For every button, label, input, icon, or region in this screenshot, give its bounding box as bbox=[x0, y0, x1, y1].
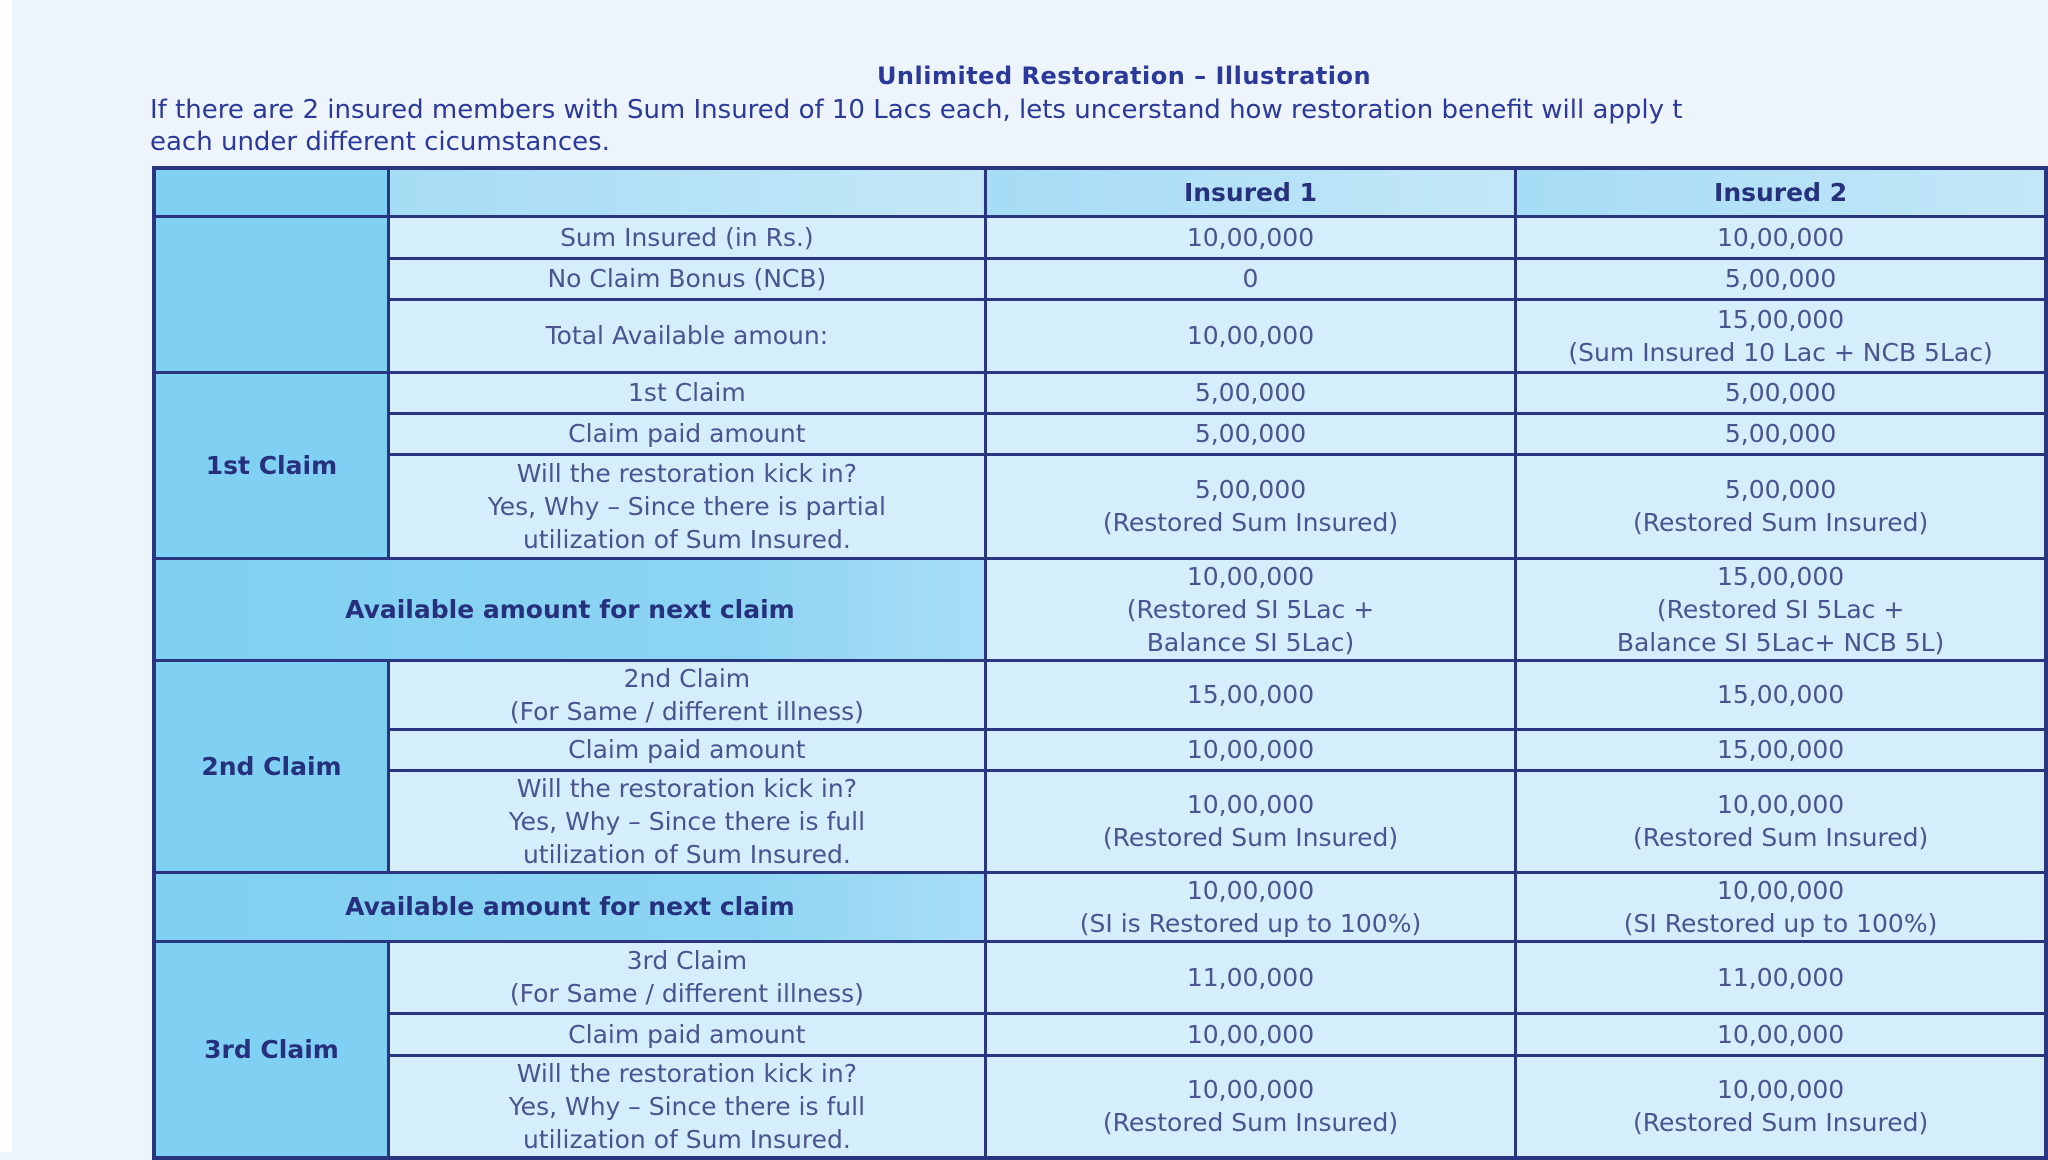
value-line: (SI is Restored up to 100%) bbox=[1079, 908, 1422, 938]
left-margin-strip bbox=[0, 0, 12, 1152]
insured-2-value bbox=[1516, 872, 2046, 941]
row-label: Sum Insured (in Rs.) bbox=[388, 216, 985, 258]
row-label: Claim paid amount bbox=[388, 1013, 985, 1055]
label-line: 2nd Claim bbox=[623, 663, 751, 693]
insured-2-value: 5,00,000 bbox=[1516, 372, 2046, 413]
label-line: utilization of Sum Insured. bbox=[522, 839, 851, 869]
intro-line: If there are 2 insured members with Sum Insured of 10 Lacs each, lets uncerstand how restoration benefit will apply t bbox=[150, 95, 1683, 125]
value-line: 10,00,000 bbox=[1186, 561, 1315, 591]
table-row bbox=[154, 941, 2046, 1013]
available-amount-label: Available amount for next claim bbox=[154, 872, 985, 941]
insured-2-value: 10,00,000 bbox=[1516, 216, 2046, 258]
intro-line: each under different cicumstances. bbox=[150, 127, 610, 157]
insured-2-value bbox=[1516, 299, 2046, 372]
row-label bbox=[388, 1055, 985, 1158]
insured-1-value bbox=[985, 770, 1515, 872]
row-label bbox=[388, 454, 985, 558]
insured-2-value: 15,00,000 bbox=[1516, 660, 2046, 729]
row-label: Total Available amoun: bbox=[388, 299, 985, 372]
value-line: 10,00,000 bbox=[1716, 1075, 1845, 1104]
row-label bbox=[388, 660, 985, 729]
insured-2-value: 11,00,000 bbox=[1516, 941, 2046, 1013]
label-line: Will the restoration kick in? bbox=[516, 458, 857, 488]
value-line: 10,00,000 bbox=[1186, 1075, 1315, 1104]
value-line: 15,00,000 bbox=[1716, 304, 1845, 334]
second-claim-side-label: 2nd Claim bbox=[154, 660, 388, 872]
insured-2-value bbox=[1516, 1055, 2046, 1158]
table-row bbox=[154, 729, 2046, 770]
row-label: 1st Claim bbox=[388, 372, 985, 413]
restoration-table bbox=[152, 166, 2048, 1160]
table-row bbox=[154, 770, 2046, 872]
insured-2-value: 15,00,000 bbox=[1516, 729, 2046, 770]
insured-1-value: 11,00,000 bbox=[985, 941, 1515, 1013]
header-label-cell bbox=[388, 168, 985, 216]
row-label: No Claim Bonus (NCB) bbox=[388, 258, 985, 299]
table-row bbox=[154, 372, 2046, 413]
insured-1-value: 5,00,000 bbox=[985, 413, 1515, 454]
intro-text bbox=[150, 94, 2048, 158]
label-line: Will the restoration kick in? bbox=[516, 1058, 857, 1088]
table-row bbox=[154, 558, 2046, 660]
table-row bbox=[154, 258, 2046, 299]
value-line: 15,00,000 bbox=[1716, 561, 1845, 591]
insured-2-value bbox=[1516, 770, 2046, 872]
table-row bbox=[154, 454, 2046, 558]
insured-1-value bbox=[985, 1055, 1515, 1158]
label-line: utilization of Sum Insured. bbox=[522, 524, 851, 554]
label-line: Yes, Why – Since there is partial bbox=[487, 491, 886, 521]
insured-1-value: 15,00,000 bbox=[985, 660, 1515, 729]
row-label bbox=[388, 941, 985, 1013]
table-row bbox=[154, 1013, 2046, 1055]
value-line: (Restored Sum Insured) bbox=[1632, 508, 1929, 537]
value-line: (Restored Sum Insured) bbox=[1632, 1108, 1929, 1137]
insured-1-value: 10,00,000 bbox=[985, 1013, 1515, 1055]
value-line: (Restored Sum Insured) bbox=[1102, 823, 1399, 852]
insured-2-value: 5,00,000 bbox=[1516, 413, 2046, 454]
available-amount-label: Available amount for next claim bbox=[154, 558, 985, 660]
label-line: Yes, Why – Since there is full bbox=[508, 1091, 866, 1121]
header-empty-cell bbox=[154, 168, 388, 216]
third-claim-side-label: 3rd Claim bbox=[154, 941, 388, 1158]
base-side-cell bbox=[154, 216, 388, 372]
insured-1-value bbox=[985, 872, 1515, 941]
illustration-title: Unlimited Restoration – Illustration bbox=[876, 62, 1372, 90]
insured-1-value: 5,00,000 bbox=[985, 372, 1515, 413]
value-line: 5,00,000 bbox=[1194, 475, 1307, 504]
value-line: (Restored Sum Insured) bbox=[1102, 1108, 1399, 1137]
label-line: utilization of Sum Insured. bbox=[522, 1124, 851, 1154]
table-row bbox=[154, 660, 2046, 729]
first-claim-side-label: 1st Claim bbox=[154, 372, 388, 558]
value-line: (Restored SI 5Lac + bbox=[1656, 594, 1905, 624]
label-line: Yes, Why – Since there is full bbox=[508, 806, 866, 836]
label-line: 3rd Claim bbox=[626, 946, 748, 975]
row-label bbox=[388, 770, 985, 872]
row-label: Claim paid amount bbox=[388, 729, 985, 770]
insured-1-value: 10,00,000 bbox=[985, 299, 1515, 372]
header-insured-2: Insured 2 bbox=[1516, 168, 2046, 216]
value-line: (Restored Sum Insured) bbox=[1102, 508, 1399, 537]
table-row bbox=[154, 413, 2046, 454]
insured-1-value bbox=[985, 558, 1515, 660]
table-row bbox=[154, 872, 2046, 941]
label-line: (For Same / different illness) bbox=[509, 696, 864, 726]
value-line: (SI Restored up to 100%) bbox=[1623, 908, 1938, 938]
value-line: (Sum Insured 10 Lac + NCB 5Lac) bbox=[1568, 337, 1993, 367]
value-line: Balance SI 5Lac) bbox=[1146, 627, 1355, 657]
insured-1-value: 10,00,000 bbox=[985, 216, 1515, 258]
table-row bbox=[154, 216, 2046, 258]
table-row bbox=[154, 1055, 2046, 1158]
row-label: Claim paid amount bbox=[388, 413, 985, 454]
table-row bbox=[154, 299, 2046, 372]
insured-2-value: 5,00,000 bbox=[1516, 258, 2046, 299]
label-line: Will the restoration kick in? bbox=[516, 773, 857, 803]
header-insured-1: Insured 1 bbox=[985, 168, 1515, 216]
value-line: 10,00,000 bbox=[1186, 875, 1315, 905]
insured-1-value: 0 bbox=[985, 258, 1515, 299]
value-line: 10,00,000 bbox=[1716, 790, 1845, 819]
value-line: (Restored SI 5Lac + bbox=[1126, 594, 1375, 624]
insured-1-value bbox=[985, 454, 1515, 558]
value-line: 5,00,000 bbox=[1724, 475, 1837, 504]
value-line: 10,00,000 bbox=[1716, 875, 1845, 905]
table-header-row bbox=[154, 168, 2046, 216]
label-line: (For Same / different illness) bbox=[509, 979, 864, 1008]
insured-2-value bbox=[1516, 558, 2046, 660]
value-line: (Restored Sum Insured) bbox=[1632, 823, 1929, 852]
insured-2-value bbox=[1516, 454, 2046, 558]
value-line: Balance SI 5Lac+ NCB 5L) bbox=[1616, 627, 1945, 657]
insured-1-value: 10,00,000 bbox=[985, 729, 1515, 770]
insured-2-value: 10,00,000 bbox=[1516, 1013, 2046, 1055]
value-line: 10,00,000 bbox=[1186, 790, 1315, 819]
